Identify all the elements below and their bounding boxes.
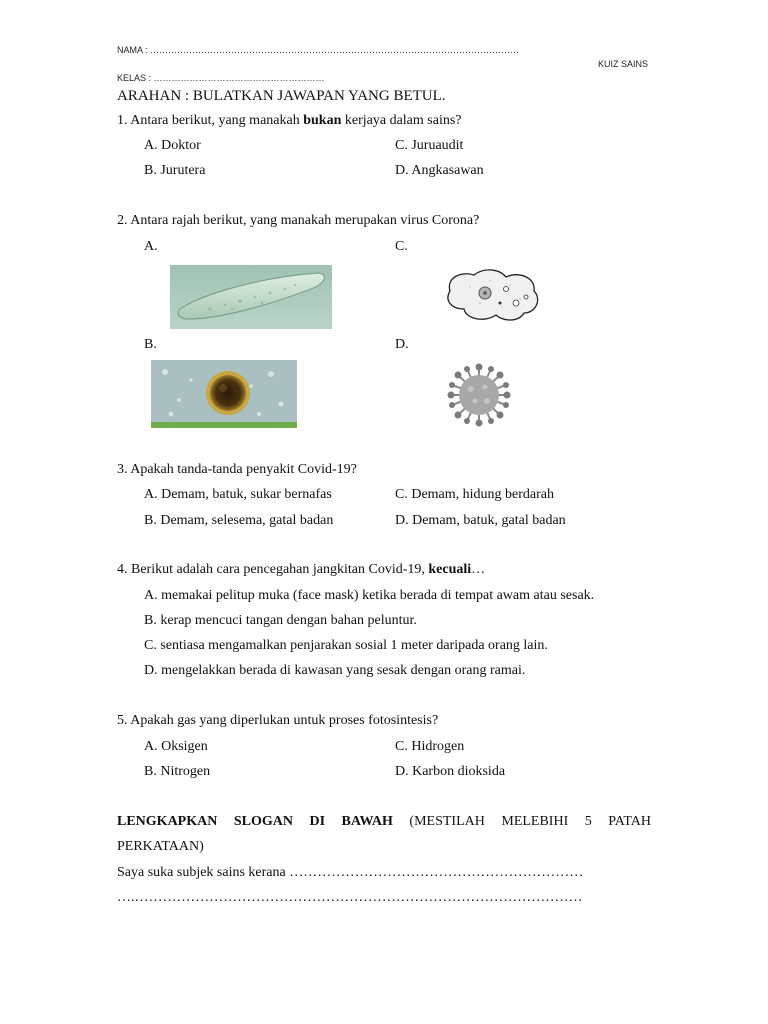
q4-option-a[interactable]: A. memakai pelitup muka (face mask) ketika berada di tempat awam atau sesak. <box>144 588 595 603</box>
slogan-heading-line2: PERKATAAN) <box>117 839 204 854</box>
class-field-label: KELAS : ………………………………………………… <box>117 73 325 83</box>
question-4-post: … <box>471 562 486 577</box>
q5-option-a[interactable]: A. Oksigen <box>144 739 208 754</box>
q3-option-d[interactable]: D. Demam, batuk, gatal badan <box>395 513 566 528</box>
name-field-label: NAMA : …………………………………………………………………………………………………………… <box>117 45 520 55</box>
q3-option-a[interactable]: A. Demam, batuk, sukar bernafas <box>144 487 332 502</box>
instruction: ARAHAN : BULATKAN JAWAPAN YANG BETUL. <box>117 88 446 104</box>
question-5: 5. Apakah gas yang diperlukan untuk proses fotosintesis? <box>117 713 439 728</box>
q1-option-a[interactable]: A. Doktor <box>144 138 201 153</box>
slogan-answer-line1[interactable]: Saya suka subjek sains kerana ……………………………………………………… <box>117 865 584 880</box>
question-1 <box>117 113 462 129</box>
q2-option-c[interactable]: C. <box>395 239 408 254</box>
slogan-heading <box>117 814 651 830</box>
q4-option-d[interactable]: D. mengelakkan berada di kawasan yang sesak dengan orang ramai. <box>144 663 526 678</box>
q2-option-a[interactable]: A. <box>144 239 158 254</box>
q5-option-b[interactable]: B. Nitrogen <box>144 764 211 779</box>
coronavirus-image[interactable] <box>443 363 515 427</box>
q5-option-d[interactable]: D. Karbon dioksida <box>395 764 506 779</box>
q3-option-c[interactable]: C. Demam, hidung berdarah <box>395 487 555 502</box>
q4-option-b[interactable]: B. kerap mencuci tangan dengan bahan peluntur. <box>144 613 417 628</box>
question-1-bold: bukan <box>303 113 342 128</box>
q2-option-d[interactable]: D. <box>395 337 409 352</box>
q1-option-c[interactable]: C. Juruaudit <box>395 138 464 153</box>
amoeba-image[interactable] <box>440 263 545 325</box>
q2-option-b[interactable]: B. <box>144 337 157 352</box>
question-1-post: kerjaya dalam sains? <box>341 113 462 128</box>
q4-option-c[interactable]: C. sentiasa mengamalkan penjarakan sosial 1 meter daripada orang lain. <box>144 638 548 653</box>
paramecium-image[interactable] <box>170 265 332 329</box>
question-4-pre: 4. Berikut adalah cara pencegahan jangkitan Covid-19, <box>117 562 429 577</box>
q3-option-b[interactable]: B. Demam, selesema, gatal badan <box>144 513 334 528</box>
q5-option-c[interactable]: C. Hidrogen <box>395 739 465 754</box>
slogan-answer-line2[interactable]: ….…………………………………………………………………………………… <box>117 890 583 905</box>
question-4 <box>117 562 485 578</box>
question-4-bold: kecuali <box>428 562 472 577</box>
slogan-heading-rest: (MESTILAH MELEBIHI 5 PATAH <box>392 814 651 829</box>
cyst-microscope-image[interactable] <box>151 360 297 428</box>
q1-option-b[interactable]: B. Jurutera <box>144 163 206 178</box>
question-1-pre: 1. Antara berikut, yang manakah <box>117 113 304 128</box>
question-2: 2. Antara rajah berikut, yang manakah merupakan virus Corona? <box>117 213 480 228</box>
slogan-heading-bold: LENGKAPKAN SLOGAN DI BAWAH <box>117 814 393 829</box>
question-3: 3. Apakah tanda-tanda penyakit Covid-19? <box>117 462 357 477</box>
quiz-title: KUIZ SAINS <box>598 59 649 69</box>
q1-option-d[interactable]: D. Angkasawan <box>395 163 484 178</box>
